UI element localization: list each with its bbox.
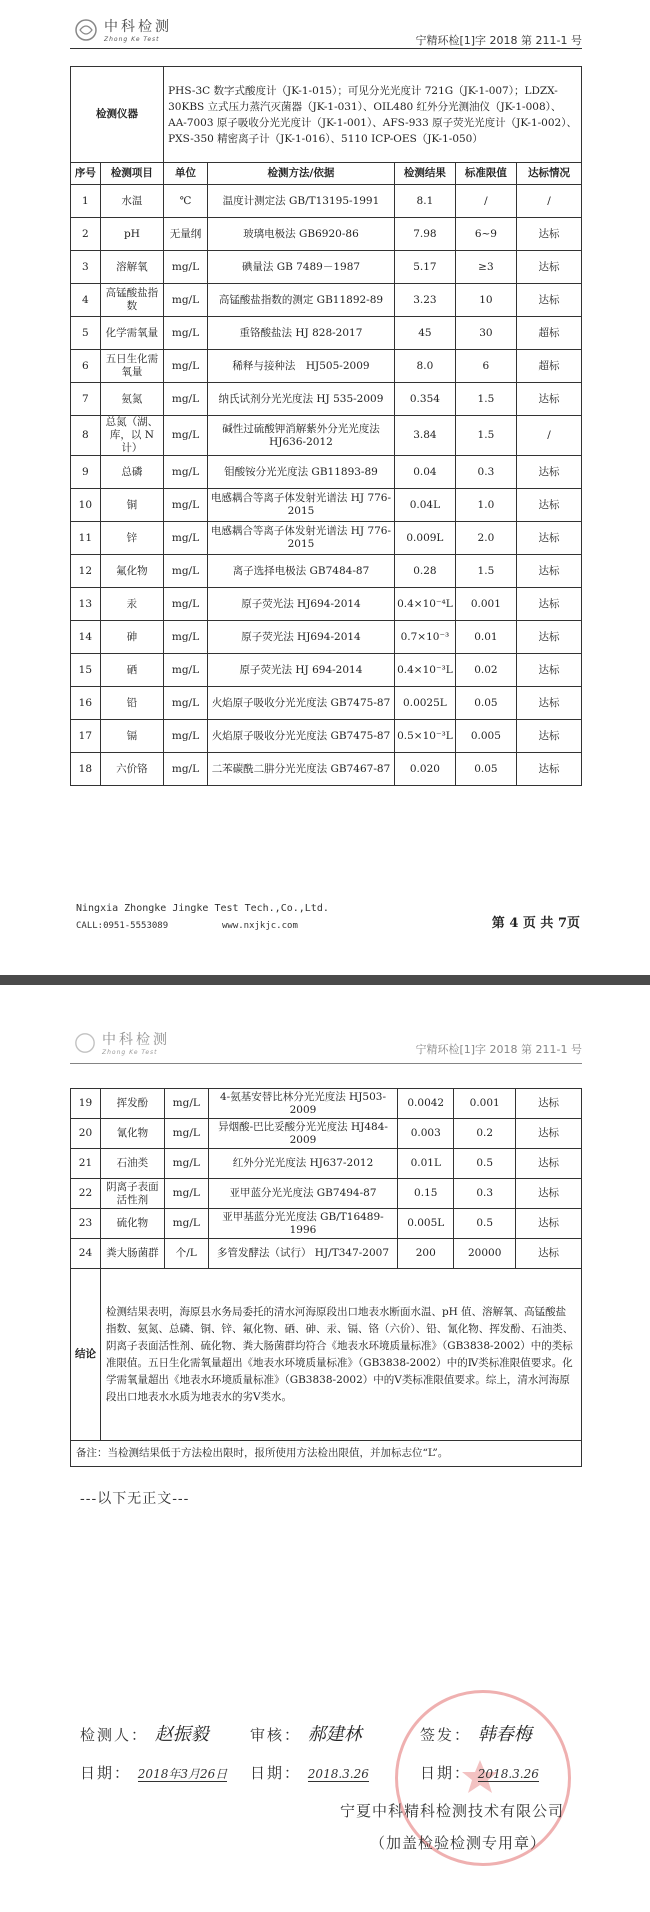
cell-unit: mg/L	[164, 1149, 208, 1179]
table-row	[71, 489, 582, 522]
cell-item: 砷	[100, 621, 163, 654]
results-table-part1	[70, 66, 582, 786]
cell-limit: 0.001	[455, 588, 516, 621]
cell-result: 3.23	[395, 284, 456, 317]
cell-item: 总氮（湖、库，以 N 计）	[100, 416, 163, 456]
cell-method: 亚甲蓝分光光度法 GB7494-87	[208, 1179, 398, 1209]
conclusion-text: 检测结果表明，海原县水务局委托的清水河海原段出口地表水断面水温、pH 值、溶解氧、高锰酸盐指数、氨氮、总磷、铜、锌、氟化物、硒、砷、汞、镉、铬（六价）、铅、氰化物、挥发酚、石油类、阴离子表面活性剂、硫化物、粪大肠菌群均符合《地表水环境质量标准》（GB3838-2002）中的类标准限值。五日生化需氧量超出《地表水环境质量标准》（GB3838-2002）中的Ⅳ类标准限值要求。化学需氧量超出《地表水环境质量标准》（GB3838-2002）中的Ⅴ类标准限值要求。综上，清水河海原段出口地表水水质为地表水的劣Ⅴ类水。	[100, 1269, 581, 1441]
cell-no: 12	[71, 555, 101, 588]
cell-item: 总磷	[100, 456, 163, 489]
cell-result: 200	[398, 1239, 454, 1269]
cell-unit: mg/L	[164, 588, 208, 621]
date-label: 日期：	[250, 1764, 302, 1782]
cell-item: 镉	[100, 720, 163, 753]
reviewer-signature-block	[250, 1720, 362, 1746]
cell-no: 5	[71, 317, 101, 350]
table-row	[71, 317, 582, 350]
page-header-2	[70, 1027, 582, 1064]
cell-limit: 0.01	[455, 621, 516, 654]
col-header: 序号	[71, 163, 101, 185]
cell-limit: 20000	[454, 1239, 516, 1269]
cell-no: 19	[71, 1089, 101, 1119]
table-row	[71, 621, 582, 654]
cell-item: 汞	[100, 588, 163, 621]
cell-method: 亚甲基蓝分光光度法 GB/T16489-1996	[208, 1209, 398, 1239]
cell-unit: mg/L	[164, 284, 208, 317]
cell-method: 稀释与接种法 HJ505-2009	[207, 350, 394, 383]
cell-status: 达标	[517, 489, 582, 522]
cell-result: 0.0025L	[395, 687, 456, 720]
cell-result: 0.01L	[398, 1149, 454, 1179]
cell-no: 20	[71, 1119, 101, 1149]
cell-result: 0.4×10⁻³L	[395, 654, 456, 687]
table-row	[71, 720, 582, 753]
reviewer-label: 审核：	[250, 1726, 302, 1744]
cell-status: 达标	[516, 1209, 582, 1239]
issuer-signature: 韩春梅	[477, 1724, 532, 1745]
cell-limit: 0.3	[454, 1179, 516, 1209]
note-row	[71, 1441, 582, 1467]
table-row	[71, 251, 582, 284]
cell-no: 15	[71, 654, 101, 687]
instruments-label: 检测仪器	[71, 67, 164, 163]
cell-no: 10	[71, 489, 101, 522]
cell-method: 钼酸铵分光光度法 GB11893-89	[207, 456, 394, 489]
cell-unit: mg/L	[164, 456, 208, 489]
cell-method: 原子荧光法 HJ 694-2014	[207, 654, 394, 687]
table-row	[71, 555, 582, 588]
table-row	[71, 1089, 582, 1119]
col-header: 达标情况	[517, 163, 582, 185]
cell-no: 13	[71, 588, 101, 621]
cell-method: 火焰原子吸收分光光度法 GB7475-87	[207, 687, 394, 720]
cell-no: 21	[71, 1149, 101, 1179]
logo-emblem-icon	[74, 18, 98, 42]
table-row	[71, 383, 582, 416]
cell-unit: mg/L	[164, 1209, 208, 1239]
cell-limit: 2.0	[455, 522, 516, 555]
cell-no: 3	[71, 251, 101, 284]
cell-method: 高锰酸盐指数的测定 GB11892-89	[207, 284, 394, 317]
cell-unit: 个/L	[164, 1239, 208, 1269]
cell-item: 阴离子表面活性剂	[100, 1179, 164, 1209]
conclusion-row	[71, 1269, 582, 1441]
cell-method: 火焰原子吸收分光光度法 GB7475-87	[207, 720, 394, 753]
cell-unit: mg/L	[164, 522, 208, 555]
cell-item: 硫化物	[100, 1209, 164, 1239]
cell-status: 达标	[517, 383, 582, 416]
cell-result: 0.009L	[395, 522, 456, 555]
footer-website: www.nxjkjc.com	[222, 921, 298, 931]
cell-limit: ≥3	[455, 251, 516, 284]
table-row	[71, 185, 582, 218]
cell-result: 0.003	[398, 1119, 454, 1149]
issuer-signature-block	[420, 1720, 532, 1746]
cell-unit: 无量纲	[164, 218, 208, 251]
company-name-cn: 宁夏中科精科检测技术有限公司	[340, 1802, 565, 1820]
page-separator	[0, 975, 650, 985]
cell-item: 高锰酸盐指数	[100, 284, 163, 317]
cell-limit: 0.05	[455, 753, 516, 786]
cell-status: 达标	[517, 720, 582, 753]
cell-method: 红外分光光度法 HJ637-2012	[208, 1149, 398, 1179]
cell-limit: 1.5	[455, 416, 516, 456]
table-header-row	[71, 163, 582, 185]
cell-status: 达标	[516, 1119, 582, 1149]
col-header: 检测项目	[100, 163, 163, 185]
cell-status: 达标	[517, 522, 582, 555]
cell-no: 6	[71, 350, 101, 383]
reviewer-signature: 郝建林	[307, 1724, 362, 1745]
cell-result: 0.04L	[395, 489, 456, 522]
instruments-row	[71, 67, 582, 163]
cell-result: 8.1	[395, 185, 456, 218]
cell-no: 8	[71, 416, 101, 456]
cell-result: 0.020	[395, 753, 456, 786]
cell-status: 达标	[516, 1179, 582, 1209]
cell-item: 铜	[100, 489, 163, 522]
cell-status: 达标	[517, 753, 582, 786]
logo-cn-2: 中科检测	[102, 1032, 170, 1048]
cell-result: 0.005L	[398, 1209, 454, 1239]
cell-item: 粪大肠菌群	[100, 1239, 164, 1269]
logo-en: Zhong Ke Test	[104, 36, 160, 43]
cell-status: 达标	[516, 1089, 582, 1119]
date2-value: 2018.3.26	[307, 1767, 369, 1781]
page-number: 第 4 页 共 7页	[491, 916, 580, 931]
cell-limit: 6~9	[455, 218, 516, 251]
cell-item: 铅	[100, 687, 163, 720]
cell-method: 原子荧光法 HJ694-2014	[207, 621, 394, 654]
doc-number: 宁精环检[1]字 2018 第 211-1 号	[415, 34, 582, 47]
cell-result: 8.0	[395, 350, 456, 383]
col-header: 检测结果	[395, 163, 456, 185]
cell-limit: 0.005	[455, 720, 516, 753]
cell-unit: mg/L	[164, 720, 208, 753]
cell-item: 化学需氧量	[100, 317, 163, 350]
cell-status: /	[517, 185, 582, 218]
cell-limit: 1.5	[455, 383, 516, 416]
cell-unit: mg/L	[164, 621, 208, 654]
table-row	[71, 1209, 582, 1239]
cell-method: 纳氏试剂分光光度法 HJ 535-2009	[207, 383, 394, 416]
cell-no: 17	[71, 720, 101, 753]
logo-en-2: Zhong Ke Test	[102, 1049, 158, 1056]
footer-company-en: Ningxia Zhongke Jingke Test Tech.,Co.,Ltd.	[76, 903, 329, 914]
cell-unit: ℃	[164, 185, 208, 218]
cell-no: 11	[71, 522, 101, 555]
logo-emblem-icon	[74, 1032, 96, 1054]
cell-method: 多管发酵法（试行） HJ/T347-2007	[208, 1239, 398, 1269]
date1-value: 2018年3月26日	[137, 1767, 228, 1781]
cell-item: 水温	[100, 185, 163, 218]
page-header	[70, 12, 582, 49]
cell-method: 电感耦合等离子体发射光谱法 HJ 776-2015	[207, 489, 394, 522]
issuer-label: 签发：	[420, 1726, 472, 1744]
table-row	[71, 1179, 582, 1209]
cell-item: 氟化物	[100, 555, 163, 588]
cell-result: 0.354	[395, 383, 456, 416]
cell-item: 挥发酚	[100, 1089, 164, 1119]
cell-unit: mg/L	[164, 1089, 208, 1119]
cell-result: 3.84	[395, 416, 456, 456]
cell-no: 2	[71, 218, 101, 251]
cell-result: 0.28	[395, 555, 456, 588]
cell-unit: mg/L	[164, 251, 208, 284]
tester-label: 检测人：	[80, 1726, 149, 1744]
cell-no: 22	[71, 1179, 101, 1209]
cell-no: 9	[71, 456, 101, 489]
cell-limit: 0.2	[454, 1119, 516, 1149]
cell-status: 超标	[517, 317, 582, 350]
cell-no: 4	[71, 284, 101, 317]
cell-item: 石油类	[100, 1149, 164, 1179]
cell-status: 达标	[517, 456, 582, 489]
table-row	[71, 1119, 582, 1149]
table-row	[71, 416, 582, 456]
cell-limit: 0.02	[455, 654, 516, 687]
cell-method: 碘量法 GB 7489－1987	[207, 251, 394, 284]
cell-no: 18	[71, 753, 101, 786]
doc-number-2: 宁精环检[1]字 2018 第 211-1 号	[415, 1043, 582, 1056]
cell-item: 硒	[100, 654, 163, 687]
cell-limit: 0.05	[455, 687, 516, 720]
cell-status: 达标	[516, 1239, 582, 1269]
cell-no: 16	[71, 687, 101, 720]
cell-limit: 0.5	[454, 1209, 516, 1239]
cell-limit: 6	[455, 350, 516, 383]
cell-status: 达标	[516, 1149, 582, 1179]
table-row	[71, 456, 582, 489]
cell-limit: 0.3	[455, 456, 516, 489]
cell-unit: mg/L	[164, 753, 208, 786]
cell-item: 溶解氧	[100, 251, 163, 284]
cell-unit: mg/L	[164, 350, 208, 383]
cell-status: 达标	[517, 687, 582, 720]
cell-item: 五日生化需氧量	[100, 350, 163, 383]
table-row	[71, 284, 582, 317]
cell-limit: /	[455, 185, 516, 218]
cell-no: 7	[71, 383, 101, 416]
cell-method: 异烟酸-巴比妥酸分光光度法 HJ484-2009	[208, 1119, 398, 1149]
cell-result: 0.15	[398, 1179, 454, 1209]
table-row	[71, 654, 582, 687]
cell-unit: mg/L	[164, 1119, 208, 1149]
cell-item: 锌	[100, 522, 163, 555]
cell-status: /	[517, 416, 582, 456]
cell-no: 14	[71, 621, 101, 654]
date-label: 日期：	[420, 1764, 472, 1782]
cell-status: 达标	[517, 588, 582, 621]
cell-result: 7.98	[395, 218, 456, 251]
cell-result: 0.4×10⁻⁴L	[395, 588, 456, 621]
table-row	[71, 1149, 582, 1179]
note-text: 备注：当检测结果低于方法检出限时，报所使用方法检出限值，并加标志位“L”。	[71, 1441, 582, 1467]
cell-item: 六价铬	[100, 753, 163, 786]
cell-limit: 30	[455, 317, 516, 350]
cell-item: pH	[100, 218, 163, 251]
cell-item: 氨氮	[100, 383, 163, 416]
cell-method: 温度计测定法 GB/T13195-1991	[207, 185, 394, 218]
table-row	[71, 350, 582, 383]
cell-limit: 1.0	[455, 489, 516, 522]
cell-method: 玻璃电极法 GB6920-86	[207, 218, 394, 251]
date3-value: 2018.3.26	[477, 1767, 539, 1781]
seal-note: （加盖检验检测专用章）	[370, 1834, 547, 1852]
logo-cn: 中科检测	[104, 19, 172, 35]
table-row	[71, 687, 582, 720]
table-body-page1	[71, 185, 582, 786]
cell-unit: mg/L	[164, 687, 208, 720]
cell-status: 超标	[517, 350, 582, 383]
cell-unit: mg/L	[164, 555, 208, 588]
cell-method: 原子荧光法 HJ694-2014	[207, 588, 394, 621]
cell-unit: mg/L	[164, 383, 208, 416]
table-row	[71, 753, 582, 786]
cell-result: 0.7×10⁻³	[395, 621, 456, 654]
cell-no: 23	[71, 1209, 101, 1239]
cell-status: 达标	[517, 284, 582, 317]
cell-result: 5.17	[395, 251, 456, 284]
cell-status: 达标	[517, 555, 582, 588]
table-row	[71, 522, 582, 555]
cell-result: 0.5×10⁻³L	[395, 720, 456, 753]
cell-limit: 10	[455, 284, 516, 317]
company-logo	[74, 16, 172, 43]
cell-no: 1	[71, 185, 101, 218]
cell-result: 0.04	[395, 456, 456, 489]
tester-signature-block	[80, 1720, 209, 1746]
cell-method: 碱性过硫酸钾消解紫外分光光度法 HJ636-2012	[207, 416, 394, 456]
cell-limit: 0.001	[454, 1089, 516, 1119]
cell-method: 电感耦合等离子体发射光谱法 HJ 776-2015	[207, 522, 394, 555]
instruments-text: PHS-3C 数字式酸度计（JK-1-015）；可见分光光度计 721G（JK-1-007）；LDZX-30KBS 立式压力蒸汽灭菌器（JK-1-031）、OIL480 红外分光测油仪（JK-1-008）、AA-7003 原子吸收分光光度计（JK-1-001）、AFS-933 原子荧光光度计（JK-1-002）、PXS-350 精密离子计（JK-1-016）、5110 ICP-OES（JK-1-050）	[164, 67, 582, 163]
footer-phone: CALL:0951-5553089	[76, 921, 169, 931]
table-row	[71, 218, 582, 251]
cell-status: 达标	[517, 218, 582, 251]
cell-no: 24	[71, 1239, 101, 1269]
cell-unit: mg/L	[164, 489, 208, 522]
table-row	[71, 1239, 582, 1269]
cell-limit: 1.5	[455, 555, 516, 588]
cell-status: 达标	[517, 654, 582, 687]
company-logo-2	[74, 1029, 170, 1056]
results-table-part2	[70, 1088, 582, 1467]
cell-unit: mg/L	[164, 1179, 208, 1209]
date-label: 日期：	[80, 1764, 132, 1782]
date1-block	[80, 1762, 227, 1783]
table-body-page2	[71, 1089, 582, 1269]
cell-limit: 0.5	[454, 1149, 516, 1179]
cell-item: 氰化物	[100, 1119, 164, 1149]
cell-unit: mg/L	[164, 317, 208, 350]
table-row	[71, 588, 582, 621]
cell-method: 二苯碳酰二肼分光光度法 GB7467-87	[207, 753, 394, 786]
cell-status: 达标	[517, 621, 582, 654]
cell-method: 重铬酸盐法 HJ 828-2017	[207, 317, 394, 350]
cell-method: 4-氨基安替比林分光光度法 HJ503-2009	[208, 1089, 398, 1119]
cell-result: 45	[395, 317, 456, 350]
cell-unit: mg/L	[164, 416, 208, 456]
col-header: 单位	[164, 163, 208, 185]
date3-block	[420, 1762, 539, 1783]
col-header: 检测方法/依据	[207, 163, 394, 185]
tester-signature: 赵振毅	[154, 1724, 209, 1745]
col-header: 标准限值	[455, 163, 516, 185]
cell-result: 0.0042	[398, 1089, 454, 1119]
cell-status: 达标	[517, 251, 582, 284]
cell-unit: mg/L	[164, 654, 208, 687]
end-of-text: ---以下无正文---	[80, 1491, 190, 1507]
conclusion-label: 结论	[71, 1269, 101, 1441]
cell-method: 离子选择电极法 GB7484-87	[207, 555, 394, 588]
date2-block	[250, 1762, 369, 1783]
